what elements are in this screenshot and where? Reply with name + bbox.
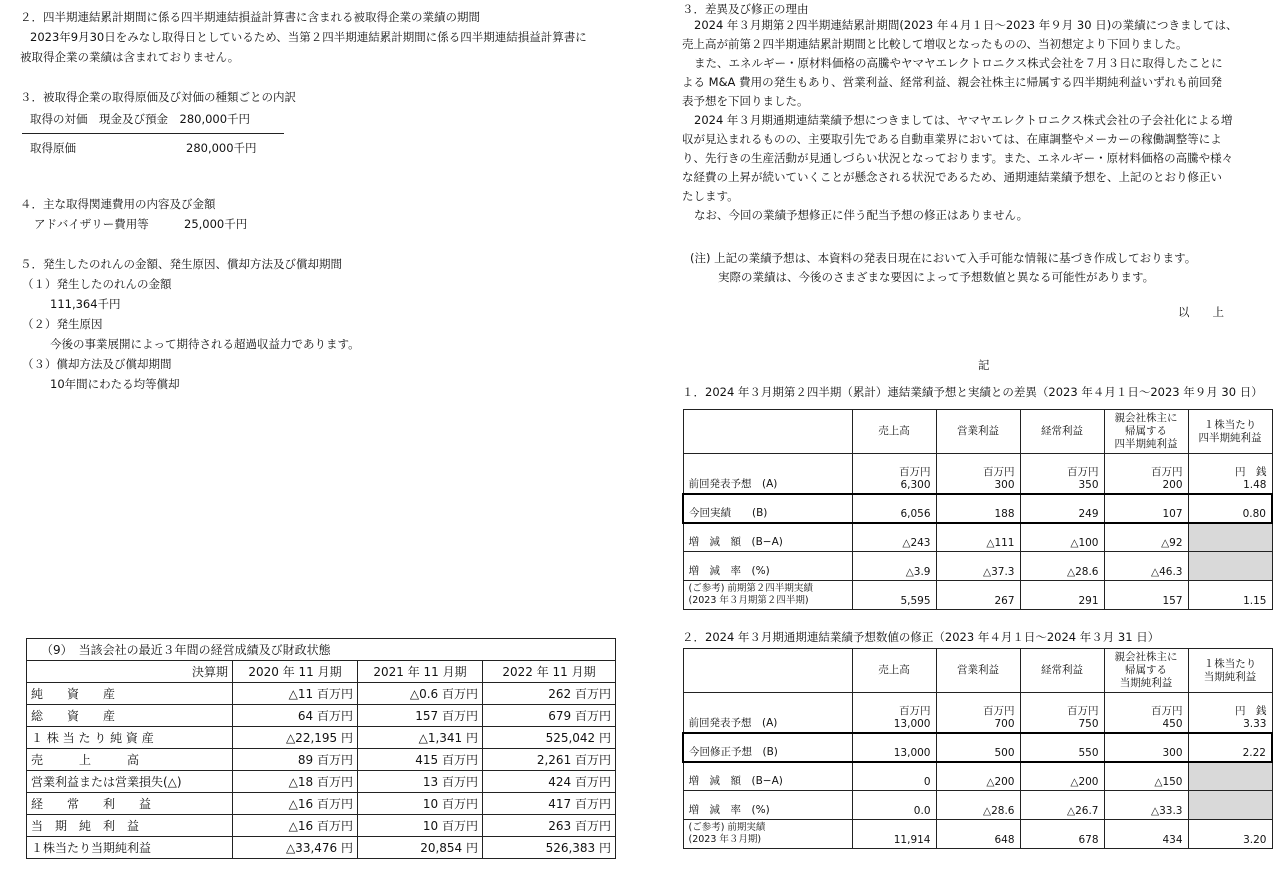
cell: △0.6 百万円	[358, 683, 483, 705]
cell: 0	[852, 762, 936, 791]
cell: 64 百万円	[233, 705, 358, 727]
cell: 百万円 200	[1104, 454, 1188, 494]
cell: △46.3	[1104, 552, 1188, 581]
cell	[1188, 523, 1272, 552]
corner-cell	[683, 649, 852, 693]
section2-line2: 被取得企業の業績は含まれておりません。	[20, 50, 240, 64]
section3-row2-value: 280,000千円	[186, 141, 257, 155]
header-cell: 営業利益	[936, 410, 1020, 454]
reason-paragraph-line: 2024 年３月期第２四半期連結累計期間(2023 年４月１日～2023 年９月 30 日)の業績につきましては、	[694, 18, 1238, 32]
reason-paragraph-line: な経費の上昇が続いていくことが懸念される状況であるため、通期連結業績予想を、上記のとおり修正い	[682, 170, 1223, 184]
cell: 13 百万円	[358, 771, 483, 793]
cell: 13,000	[852, 733, 936, 762]
table-row	[683, 762, 1272, 791]
cell: 百万円 700	[936, 693, 1020, 733]
cell: △18 百万円	[233, 771, 358, 793]
cell: 5,595	[852, 581, 936, 610]
section4-row-value: 25,000千円	[184, 217, 248, 231]
row-label: 増 減 額 (B−A)	[683, 762, 852, 791]
table-row	[683, 552, 1272, 581]
cell: △26.7	[1020, 791, 1104, 820]
table-header-row	[683, 410, 1272, 454]
section2-title: ２．四半期連結累計期間に係る四半期連結損益計算書に含まれる被取得企業の業績の期間	[20, 10, 480, 24]
cell	[1188, 552, 1272, 581]
reason-title: ３．差異及び修正の理由	[682, 2, 809, 16]
row-label: (ご参考) 前期第２四半期実績 (2023 年３月期第２四半期)	[683, 581, 852, 610]
cell: 10 百万円	[358, 793, 483, 815]
table-header-row	[27, 661, 616, 683]
reason-paragraph-line: よる M&A 費用の発生もあり、営業利益、経常利益、親会社株主に帰属する四半期純利益いずれも前回発	[682, 75, 1223, 89]
cell: 3.20	[1188, 820, 1272, 849]
row-label: 前回発表予想 (A)	[683, 693, 852, 733]
section5-item1-value: 111,364千円	[50, 297, 121, 311]
cell: △200	[1020, 762, 1104, 791]
cell: 百万円 300	[936, 454, 1020, 494]
reason-paragraph-line: また、エネルギー・原材料価格の高騰やヤマヤエレクトロニクス株式会社を７月３日に取得したことに	[694, 56, 1223, 70]
table-row	[27, 837, 616, 859]
cell: 10 百万円	[358, 815, 483, 837]
cell: △200	[936, 762, 1020, 791]
header-cell: 営業利益	[936, 649, 1020, 693]
row-label: 総 資 産	[27, 705, 233, 727]
cell	[1188, 762, 1272, 791]
table-row	[683, 693, 1272, 733]
header-cell: 2022 年 11 月期	[483, 661, 616, 683]
cell: 415 百万円	[358, 749, 483, 771]
cell: 6,056	[852, 494, 936, 523]
note-line2: 実際の業績は、今後のさまざまな要因によって予想数値と異なる可能性があります。	[718, 270, 1155, 284]
header-cell: 親会社株主に 帰属する 四半期純利益	[1104, 410, 1188, 454]
cell: △37.3	[936, 552, 1020, 581]
corner-cell	[683, 410, 852, 454]
cell: △150	[1104, 762, 1188, 791]
table-row	[683, 494, 1272, 523]
row-label: 当 期 純 利 益	[27, 815, 233, 837]
closing-mark: 以 上	[1178, 305, 1224, 319]
row-label: 純 資 産	[27, 683, 233, 705]
cell: 百万円 350	[1020, 454, 1104, 494]
section5-item3-value: 10年間にわたる均等償却	[50, 377, 180, 391]
cell: 249	[1020, 494, 1104, 523]
reason-paragraph-line: 表予想を下回りました。	[682, 94, 809, 108]
table-row	[27, 793, 616, 815]
reason-paragraph-line: 売上高が前第２四半期連結累計期間と比較して増収となったものの、当初想定より下回りました。	[682, 37, 1188, 51]
cell: 百万円 750	[1020, 693, 1104, 733]
table-row	[27, 771, 616, 793]
cell: 188	[936, 494, 1020, 523]
section5-item2: （２）発生原因	[22, 317, 103, 331]
cell: 679 百万円	[483, 705, 616, 727]
cell: 550	[1020, 733, 1104, 762]
header-cell: 売上高	[852, 649, 936, 693]
cell: 2,261 百万円	[483, 749, 616, 771]
cell: 157	[1104, 581, 1188, 610]
cell: △111	[936, 523, 1020, 552]
row-label: １株当たり当期純利益	[27, 837, 233, 859]
reason-paragraph-line: 収が見込まれるものの、主要取引先である自動車業界においては、在庫調整やメーカーの稼働調整等によ	[682, 132, 1222, 146]
section3-title: ３．被取得企業の取得原価及び対価の種類ごとの内訳	[20, 90, 296, 104]
cell: △100	[1020, 523, 1104, 552]
header-cell: 経常利益	[1020, 649, 1104, 693]
header-cell: 親会社株主に 帰属する 当期純利益	[1104, 649, 1188, 693]
cell: △92	[1104, 523, 1188, 552]
section3-row2-label: 取得原価	[30, 141, 76, 155]
row-label: 今回修正予想 (B)	[683, 733, 852, 762]
cell: △28.6	[936, 791, 1020, 820]
cell: 円 銭 3.33	[1188, 693, 1272, 733]
company-results-table	[26, 638, 616, 859]
section5-title: ５．発生したのれんの金額、発生原因、償却方法及び償却期間	[20, 257, 342, 271]
header-cell: １株当たり 当期純利益	[1188, 649, 1272, 693]
reason-paragraph-line: 2024 年３月期通期連結業績予想につきましては、ヤマヤエレクトロニクス株式会社の子会社化による増	[694, 113, 1233, 127]
reason-paragraph-line: り、先行きの生産活動が見通しづらい状況となっております。また、エネルギー・原材料価格の高騰や様々	[682, 151, 1234, 165]
section5-item2-value: 今後の事業展開によって期待される超過収益力であります。	[50, 337, 360, 351]
section5-item1: （１）発生したのれんの金額	[22, 277, 172, 291]
section2-line1: 2023年9月30日をみなし取得日としているため、当第２四半期連結累計期間に係る四半期連結損益計算書に	[30, 30, 587, 44]
cell: 526,383 円	[483, 837, 616, 859]
cell: 157 百万円	[358, 705, 483, 727]
reason-paragraph-line: たします。	[682, 189, 739, 203]
cell: △1,341 円	[358, 727, 483, 749]
section5-item3: （３）償却方法及び償却期間	[22, 357, 172, 371]
cell: 0.0	[852, 791, 936, 820]
cell: 百万円 6,300	[852, 454, 936, 494]
cell: 291	[1020, 581, 1104, 610]
cell: △33,476 円	[233, 837, 358, 859]
cell: 263 百万円	[483, 815, 616, 837]
table-row	[27, 749, 616, 771]
row-label: 営業利益または営業損失(△)	[27, 771, 233, 793]
reason-paragraph-line: なお、今回の業績予想修正に伴う配当予想の修正はありません。	[694, 208, 1029, 222]
cell: △11 百万円	[233, 683, 358, 705]
table-row	[683, 820, 1272, 849]
row-label: 増 減 率 (%)	[683, 791, 852, 820]
cell: 678	[1020, 820, 1104, 849]
cell: △3.9	[852, 552, 936, 581]
cell: 2.22	[1188, 733, 1272, 762]
table-row	[683, 733, 1272, 762]
header-cell: 2020 年 11 月期	[233, 661, 358, 683]
q2-forecast-vs-actual-table	[682, 409, 1273, 610]
cell: △33.3	[1104, 791, 1188, 820]
row-label: 今回実績 (B)	[683, 494, 852, 523]
row-label: 増 減 率 (%)	[683, 552, 852, 581]
header-cell: １株当たり 四半期純利益	[1188, 410, 1272, 454]
row-label: 増 減 額 (B−A)	[683, 523, 852, 552]
table1-title: １．2024 年３月期第２四半期（累計）連結業績予想と実績との差異（2023 年４月１日～2023 年９月 30 日）	[682, 385, 1263, 399]
cell: 20,854 円	[358, 837, 483, 859]
row-label: (ご参考) 前期実績 (2023 年３月期)	[683, 820, 852, 849]
cell: 百万円 450	[1104, 693, 1188, 733]
cell: 300	[1104, 733, 1188, 762]
cell: 89 百万円	[233, 749, 358, 771]
cell: 262 百万円	[483, 683, 616, 705]
table-row	[27, 815, 616, 837]
cell: 500	[936, 733, 1020, 762]
header-cell: 2021 年 11 月期	[358, 661, 483, 683]
section3-row1: 取得の対価 現金及び預金 280,000千円	[30, 112, 251, 126]
table-row	[27, 683, 616, 705]
header-cell: 決算期	[27, 661, 233, 683]
cell: 円 銭 1.48	[1188, 454, 1272, 494]
table-row	[683, 581, 1272, 610]
cell: 525,042 円	[483, 727, 616, 749]
divider	[22, 133, 284, 134]
cell: △16 百万円	[233, 793, 358, 815]
section4-title: ４．主な取得関連費用の内容及び金額	[20, 197, 216, 211]
cell: 648	[936, 820, 1020, 849]
table-header-row	[683, 649, 1272, 693]
cell: △28.6	[1020, 552, 1104, 581]
row-label: １ 株 当 た り 純 資 産	[27, 727, 233, 749]
table-row	[27, 727, 616, 749]
table-row	[27, 705, 616, 727]
cell: 11,914	[852, 820, 936, 849]
cell: 267	[936, 581, 1020, 610]
cell: 0.80	[1188, 494, 1272, 523]
cell: △243	[852, 523, 936, 552]
cell: 百万円 13,000	[852, 693, 936, 733]
cell	[1188, 791, 1272, 820]
table-title: （9） 当該会社の最近３年間の経営成績及び財政状態	[27, 639, 616, 661]
cell: 434	[1104, 820, 1188, 849]
cell: 1.15	[1188, 581, 1272, 610]
cell: △16 百万円	[233, 815, 358, 837]
cell: 417 百万円	[483, 793, 616, 815]
header-cell: 売上高	[852, 410, 936, 454]
row-label: 前回発表予想 (A)	[683, 454, 852, 494]
section4-row-label: アドバイザリー費用等	[34, 217, 149, 231]
ki-mark: 記	[978, 358, 990, 372]
header-cell: 経常利益	[1020, 410, 1104, 454]
cell: 424 百万円	[483, 771, 616, 793]
cell: 107	[1104, 494, 1188, 523]
table-row	[683, 454, 1272, 494]
table-row	[683, 523, 1272, 552]
table2-title: ２．2024 年３月期通期連結業績予想数値の修正（2023 年４月１日～2024 年３月 31 日）	[682, 630, 1160, 644]
row-label: 売 上 高	[27, 749, 233, 771]
cell: △22,195 円	[233, 727, 358, 749]
full-year-forecast-revision-table	[682, 648, 1273, 849]
note-line1: (注) 上記の業績予想は、本資料の発表日現在において入手可能な情報に基づき作成しております。	[690, 251, 1197, 265]
row-label: 経 常 利 益	[27, 793, 233, 815]
table-row	[683, 791, 1272, 820]
